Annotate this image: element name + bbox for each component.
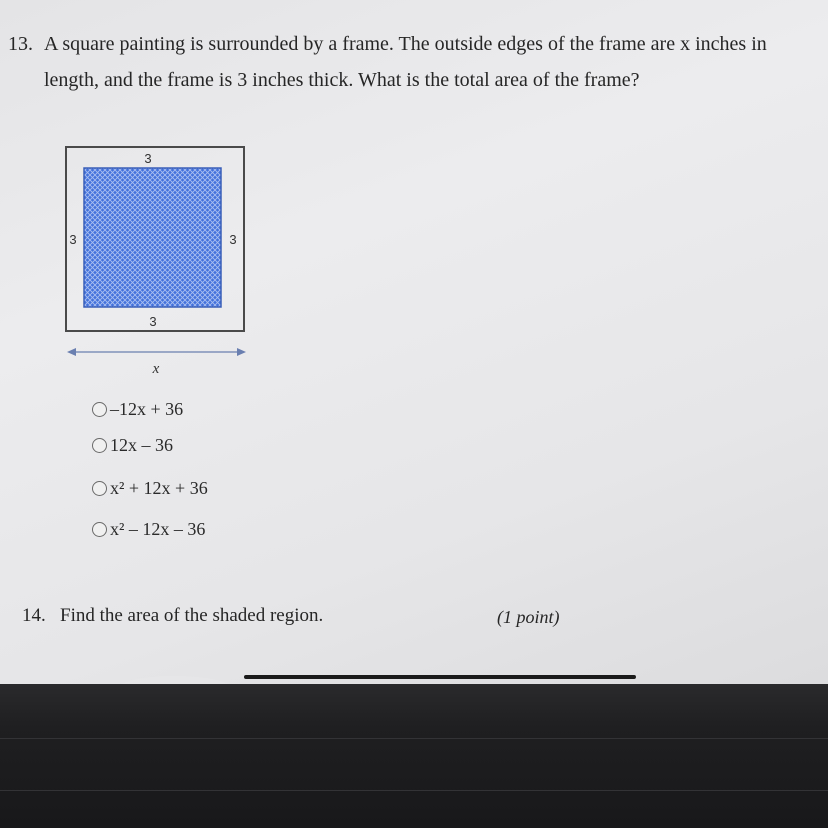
- bottom-thickness-label: 3: [149, 314, 157, 329]
- bezel-divider: [0, 790, 828, 791]
- answer-option-4-label: x² – 12x – 36: [110, 518, 206, 539]
- question-14-points: (1 point): [497, 607, 560, 627]
- monitor-bezel: [0, 684, 828, 828]
- width-arrow: [67, 348, 246, 356]
- right-thickness-label: 3: [229, 232, 237, 247]
- question-14-number: 14.: [22, 605, 46, 626]
- question-13-text-line-1: A square painting is surrounded by a frame. The outside edges of the frame are x inches in: [44, 33, 767, 55]
- radio-button-4[interactable]: [92, 522, 107, 537]
- answer-option-2-label: 12x – 36: [110, 434, 173, 455]
- left-thickness-label: 3: [69, 232, 77, 247]
- painting-square: [84, 168, 221, 307]
- frame-diagram: [0, 0, 828, 400]
- answer-option-3[interactable]: [92, 475, 208, 501]
- answer-option-3-label: x² + 12x + 36: [110, 477, 208, 498]
- question-13-text-line-2: length, and the frame is 3 inches thick. What is the total area of the frame?: [44, 69, 640, 91]
- radio-button-2[interactable]: [92, 438, 107, 453]
- question-13-number: 13.: [8, 33, 33, 55]
- divider-line: [244, 675, 636, 679]
- bezel-divider: [0, 738, 828, 739]
- top-thickness-label: 3: [144, 151, 152, 166]
- radio-button-1[interactable]: [92, 402, 107, 417]
- answer-option-4[interactable]: [92, 516, 205, 542]
- radio-button-3[interactable]: [92, 481, 107, 496]
- question-14-text: Find the area of the shaded region.: [60, 605, 324, 626]
- answer-option-1-label: –12x + 36: [110, 398, 184, 419]
- width-label: x: [152, 361, 160, 377]
- answer-option-1[interactable]: [92, 396, 183, 422]
- answer-option-2[interactable]: [92, 432, 173, 458]
